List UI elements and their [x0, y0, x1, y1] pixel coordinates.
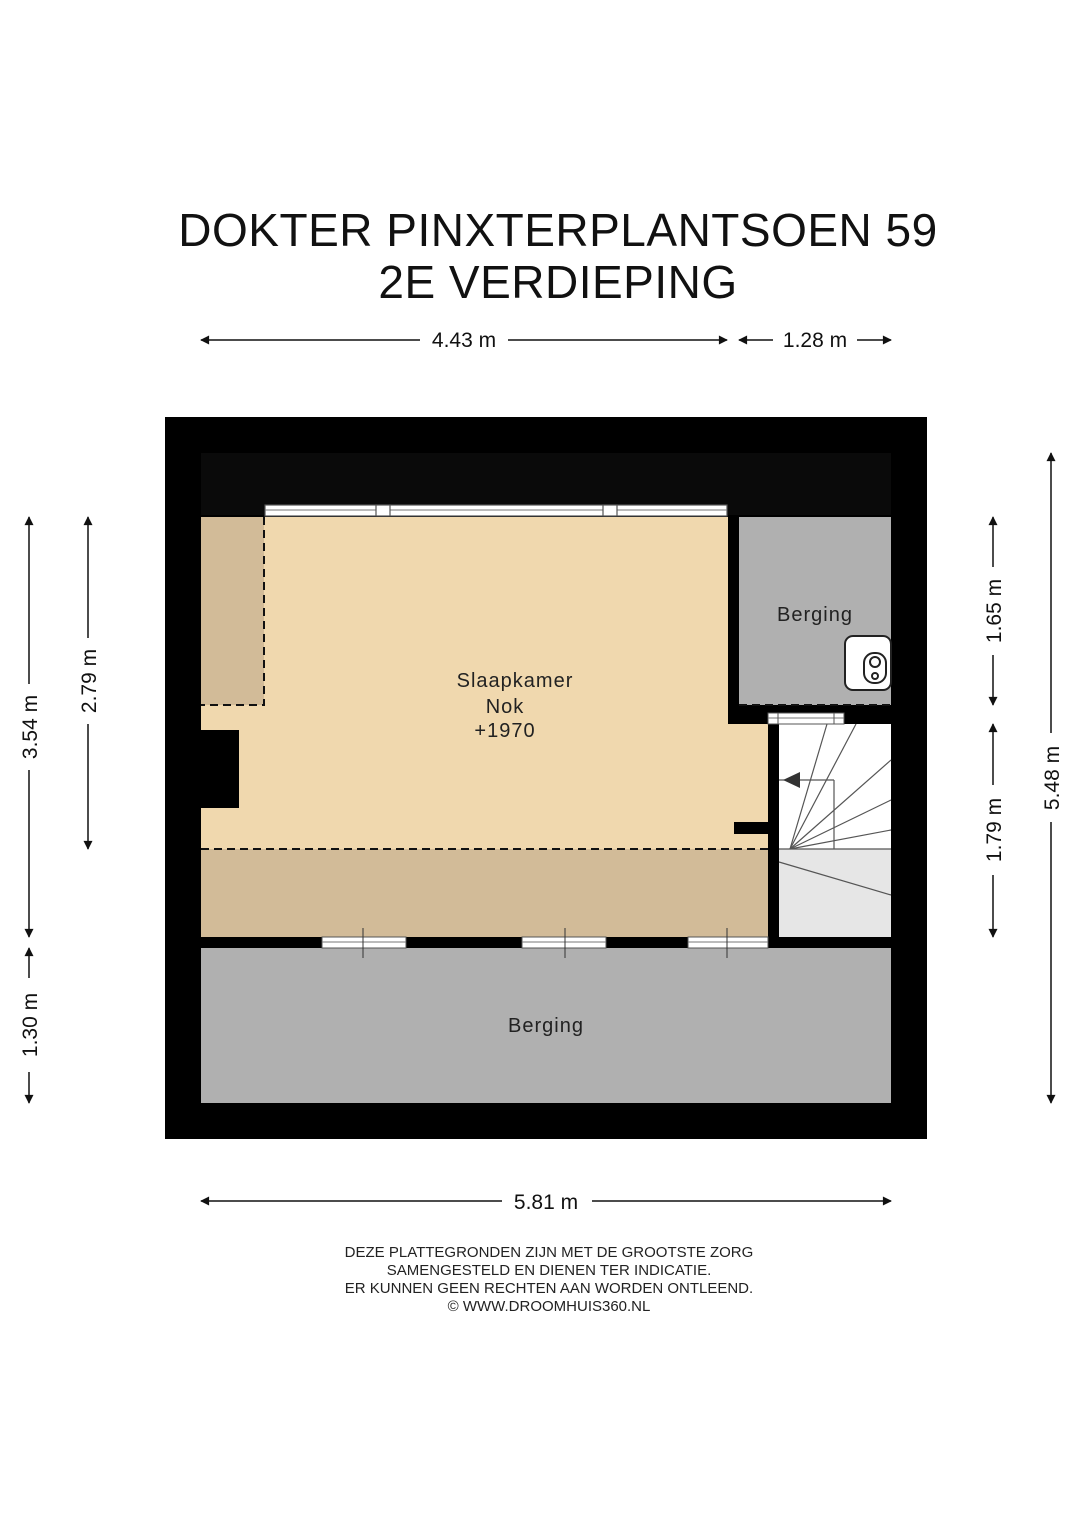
disclaimer-line-2: SAMENGESTELD EN DIENEN TER INDICATIE. [386, 1262, 712, 1279]
dimension-label-top-right: 1.28 m [782, 329, 848, 352]
plan-title: DOKTER PINXTERPLANTSOEN 59 [178, 204, 938, 256]
storage-partition-wall [728, 517, 739, 724]
room-label-slaapkamer: Slaapkamer [456, 670, 574, 692]
room-label-nok: Nok [485, 696, 525, 718]
boiler-icon [845, 636, 891, 690]
room-label-berging-large: Berging [508, 1015, 584, 1037]
dimension-label-right-inner-upper: 1.65 m [983, 578, 1006, 644]
skylight-window [265, 505, 727, 516]
dimension-label-bottom: 5.81 m [513, 1191, 579, 1214]
floor-subtitle: 2E VERDIEPING [378, 256, 738, 308]
stair-wall [768, 724, 779, 937]
sloped-ceiling-area-left [201, 517, 264, 705]
room-label-berging-small: Berging [777, 604, 853, 626]
disclaimer [0, 1244, 1080, 1316]
chimney-block [201, 730, 239, 808]
sloped-ceiling-area-bottom [201, 849, 768, 937]
dimension-label-top-left: 4.43 m [431, 329, 497, 352]
storage-door-opening [768, 713, 844, 724]
dimension-label-left-outer-lower: 1.30 m [19, 992, 42, 1058]
disclaimer-line-3: ER KUNNEN GEEN RECHTEN AAN WORDEN ONTLEEND. [344, 1280, 754, 1297]
room-label-height: +1970 [474, 720, 536, 742]
dimension-label-right-outer: 5.48 m [1041, 745, 1064, 811]
dimension-label-left-inner: 2.79 m [78, 648, 101, 714]
disclaimer-line-1: DEZE PLATTEGRONDEN ZIJN MET DE GROOTSTE ZORG [344, 1244, 754, 1261]
stair-low-area [779, 849, 891, 937]
dimension-label-right-inner-lower: 1.79 m [983, 797, 1006, 863]
disclaimer-line-4: © WWW.DROOMHUIS360.NL [447, 1298, 651, 1315]
dimension-label-left-outer-upper: 3.54 m [19, 694, 42, 760]
